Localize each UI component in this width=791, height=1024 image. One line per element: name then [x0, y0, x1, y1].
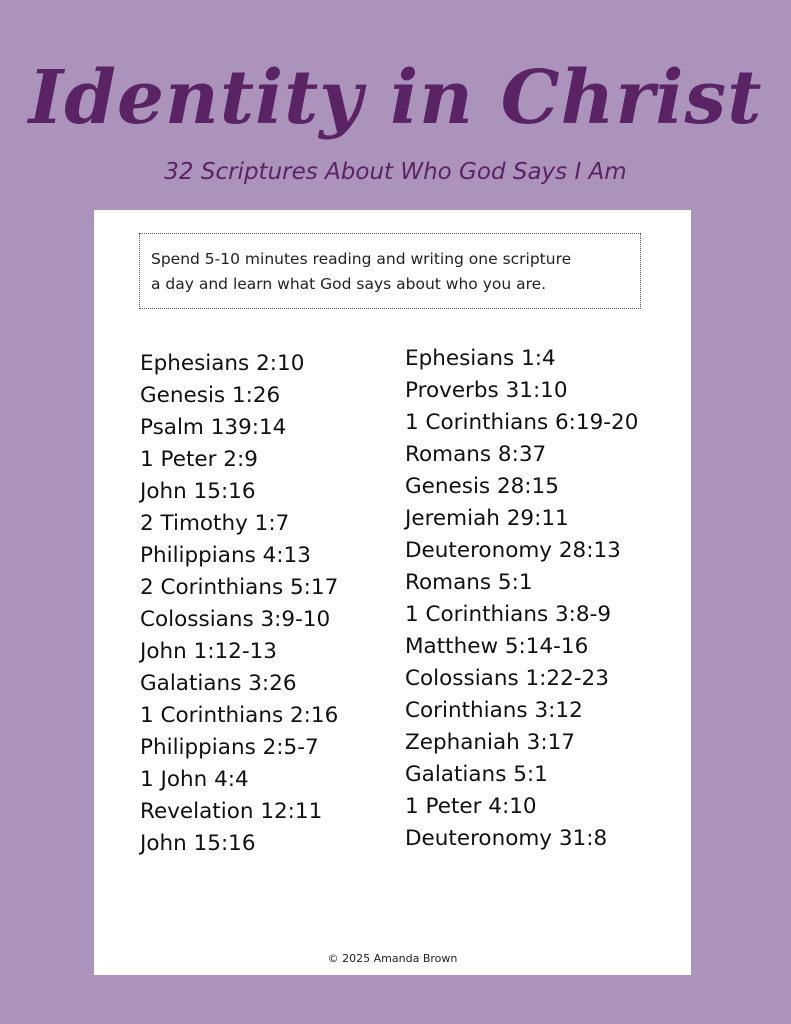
scripture-item: Deuteronomy 28:13 — [405, 538, 621, 563]
scripture-item: Revelation 12:11 — [140, 799, 323, 824]
scripture-item: Zephaniah 3:17 — [405, 730, 575, 755]
scripture-item: John 15:16 — [140, 831, 256, 856]
scripture-list-right — [405, 343, 638, 855]
scripture-item: John 15:16 — [140, 479, 256, 504]
scripture-list-left — [140, 348, 338, 860]
scripture-item: 2 Corinthians 5:17 — [140, 575, 339, 600]
scripture-item: Colossians 1:22-23 — [405, 666, 609, 691]
scripture-item: Galatians 3:26 — [140, 671, 297, 696]
scripture-item: Deuteronomy 31:8 — [405, 826, 608, 851]
page-title: Identity in Christ — [28, 55, 763, 141]
scripture-item: Genesis 28:15 — [405, 474, 559, 499]
scripture-item: 1 Corinthians 2:16 — [140, 703, 339, 728]
scripture-item: Ephesians 1:4 — [405, 346, 556, 371]
scripture-item: Galatians 5:1 — [405, 762, 548, 787]
instructions-box — [139, 233, 641, 309]
scripture-item: Jeremiah 29:11 — [405, 506, 569, 531]
content-card — [94, 210, 691, 975]
instructions-line-2: a day and learn what God says about who you are. — [151, 275, 547, 293]
scripture-item: 2 Timothy 1:7 — [140, 511, 290, 536]
scripture-item: Psalm 139:14 — [140, 415, 287, 440]
scripture-item: Colossians 3:9-10 — [140, 607, 331, 632]
scripture-item: John 1:12-13 — [140, 639, 277, 664]
scripture-item: Ephesians 2:10 — [140, 351, 305, 376]
scripture-item: Corinthians 3:12 — [405, 698, 583, 723]
scripture-item: 1 Corinthians 3:8-9 — [405, 602, 612, 627]
page-subtitle: 32 Scriptures About Who God Says I Am — [164, 159, 627, 185]
scripture-item: 1 John 4:4 — [140, 767, 249, 792]
instructions-line-1: Spend 5-10 minutes reading and writing one scripture — [151, 250, 572, 268]
scripture-item: 1 Corinthians 6:19-20 — [405, 410, 639, 435]
copyright-footer: © 2025 Amanda Brown — [327, 952, 458, 965]
scripture-item: Matthew 5:14-16 — [405, 634, 589, 659]
scripture-item: Philippians 2:5-7 — [140, 735, 319, 760]
scripture-item: Philippians 4:13 — [140, 543, 311, 568]
scripture-item: Romans 5:1 — [405, 570, 533, 595]
scripture-item: Proverbs 31:10 — [405, 378, 568, 403]
scripture-item: Romans 8:37 — [405, 442, 547, 467]
scripture-item: 1 Peter 4:10 — [405, 794, 537, 819]
scripture-item: Genesis 1:26 — [140, 383, 281, 408]
scripture-item: 1 Peter 2:9 — [140, 447, 258, 472]
